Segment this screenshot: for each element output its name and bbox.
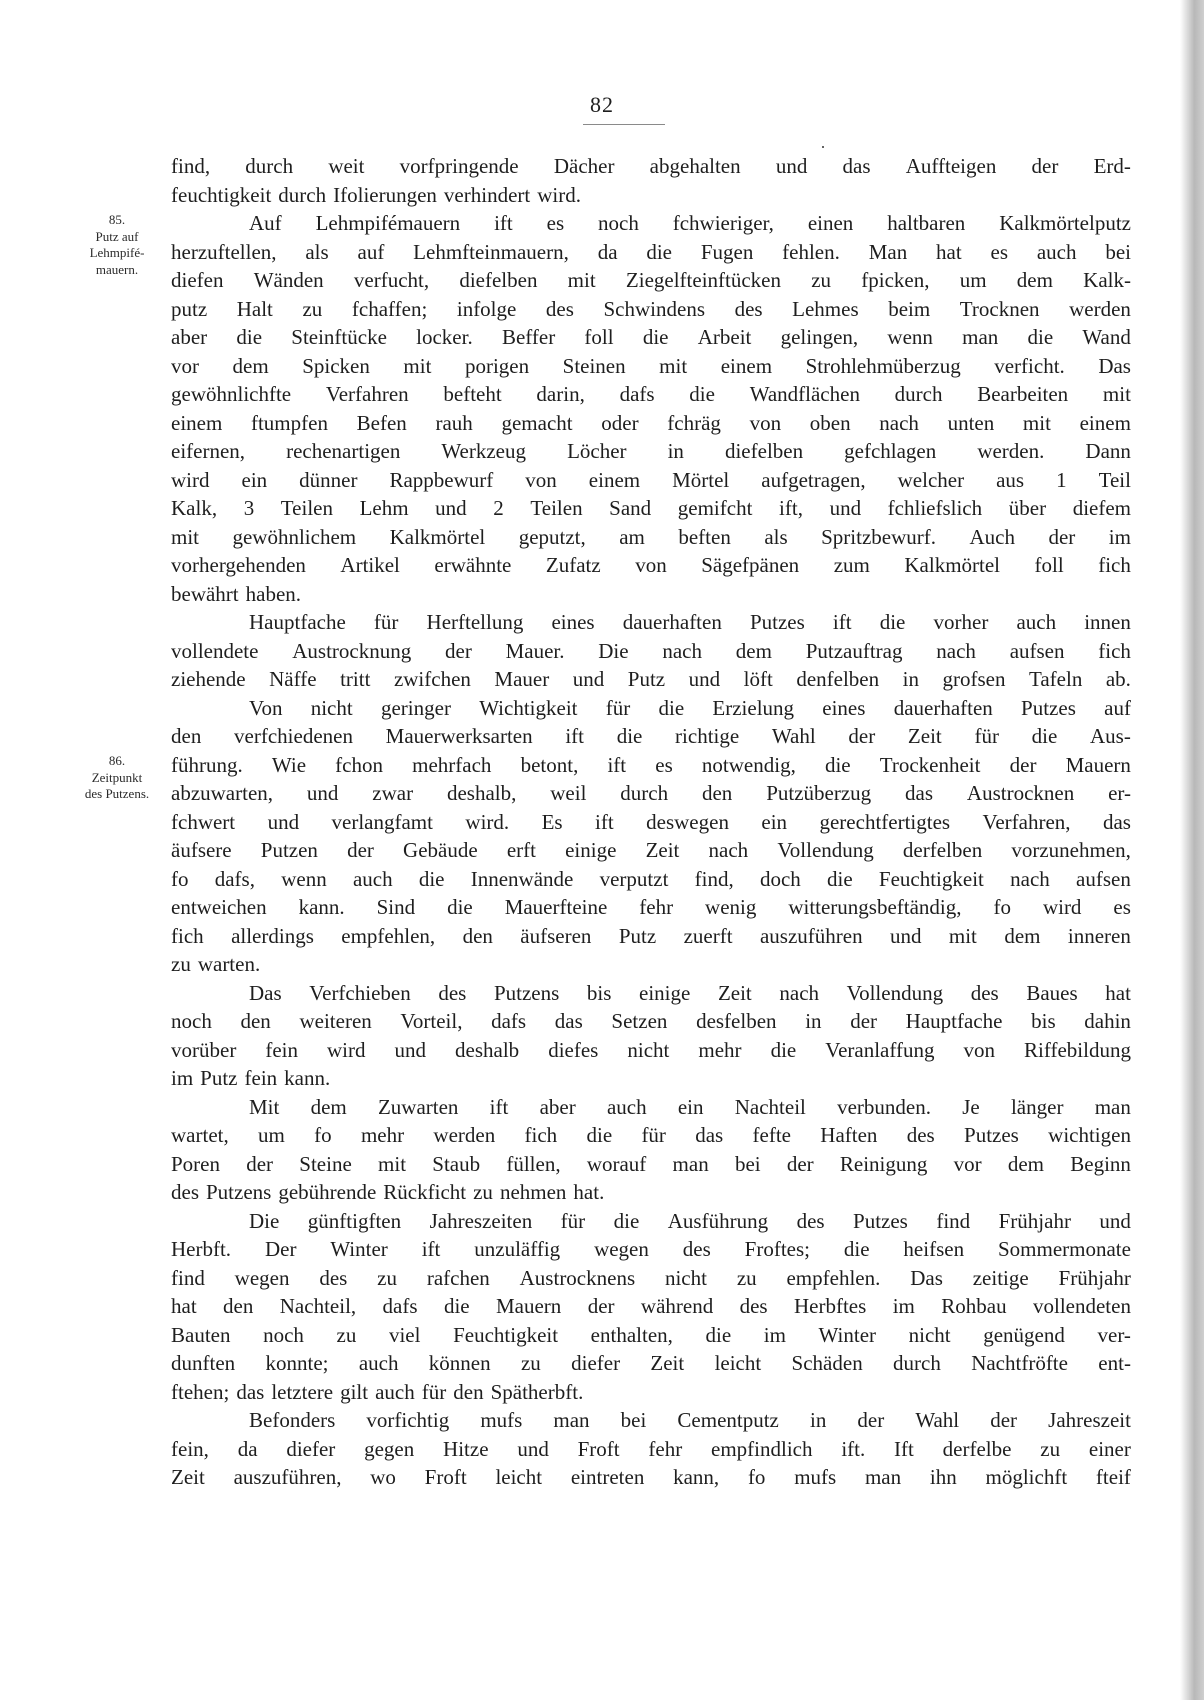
text-line: des Putzens gebührende Rückficht zu nehmen hat. (171, 1180, 605, 1204)
text-line: bewährt haben. (171, 581, 302, 606)
text-line: fein, da diefer gegen Hitze und Froft fehr empfindlich ift. Ift derfelbe zu einer (171, 1436, 1131, 1461)
text-line: Mit dem Zuwarten ift aber auch ein Nachteil verbunden. Je länger man (249, 1094, 1131, 1119)
text-line: Befonders vorfichtig mufs man bei Cementputz in der Wahl der Jahreszeit (249, 1408, 1131, 1432)
text-line: Die günftigften Jahreszeiten für die Ausführung des Putzes find Frühjahr und (249, 1208, 1131, 1233)
text-line: Bauten noch zu viel Feuchtigkeit enthalten, die im Winter nicht genügend ver- (171, 1322, 1131, 1347)
text-line: fchwert und verlangfamt wird. Es ift deswegen ein gerechtfertigtes Verfahren, das (171, 809, 1131, 834)
text-line: Herbft. Der Winter ift unzuläffig wegen des Froftes; die heifsen Sommermonate (171, 1237, 1131, 1261)
scan-speck (822, 146, 824, 148)
text-line: noch den weiteren Vorteil, dafs das Setzen desfelben in der Hauptfache bis dahin (171, 1009, 1131, 1033)
text-line: find, durch weit vorfpringende Dächer abgehalten und das Auffteigen der Erd- (171, 154, 1131, 178)
text-line: Auf Lehmpifémauern ift es noch fchwieriger, einen haltbaren Kalkmörtelputz (249, 211, 1131, 235)
text-line: gewöhnlichfte Verfahren befteht darin, dafs die Wandflächen durch Bearbeiten mit (171, 382, 1131, 406)
text-line: Zeit auszuführen, wo Froft leicht eintreten kann, fo mufs man ihn möglichft fteif (171, 1465, 1131, 1489)
margin-note-line: mauern. (95, 261, 139, 277)
margin-note-86 (62, 753, 172, 803)
text-line: vollendete Austrocknung der Mauer. Die nach dem Putzauftrag nach aufsen fich (171, 638, 1131, 663)
text-line: diefen Wänden verfucht, diefelben mit Ziegelfteinftücken zu fpicken, um dem Kalk- (171, 268, 1131, 292)
text-line: im Putz fein kann. (171, 1066, 331, 1090)
text-line: Das Verfchieben des Putzens bis einige Zeit nach Vollendung des Baues hat (249, 980, 1131, 1005)
page-number-rule (583, 124, 665, 125)
text-line: putz Halt zu fchaffen; infolge des Schwindens des Lehmes beim Trocknen werden (171, 296, 1131, 321)
margin-note-line: des Putzens. (84, 786, 150, 801)
body-text (171, 152, 1131, 1492)
margin-note-number: 85. (108, 212, 126, 227)
text-line: Kalk, 3 Teilen Lehm und 2 Teilen Sand gemifcht ift, und fchliefslich über diefem (171, 496, 1131, 520)
text-line: vorüber fein wird und deshalb diefes nicht mehr die Veranlaffung von Riffebildung (171, 1037, 1131, 1062)
text-line: einem ftumpfen Befen rauh gemacht oder fchräg von oben nach unten mit einem (171, 410, 1131, 435)
margin-note-number: 86. (108, 753, 126, 768)
text-line: mit gewöhnlichem Kalkmörtel geputzt, am beften als Spritzbewurf. Auch der im (171, 524, 1131, 549)
margin-note-line: Zeitpunkt (91, 769, 143, 785)
text-line: ziehende Näffe tritt zwifchen Mauer und Putz und löft denfelben in grofsen Tafeln ab. (171, 667, 1131, 691)
text-line: entweichen kann. Sind die Mauerfteine fehr wenig witterungsbeftändig, fo wird es (171, 895, 1131, 919)
text-line: vorhergehenden Artikel erwähnte Zufatz von Sägefpänen zum Kalkmörtel foll fich (171, 553, 1131, 577)
text-line: feuchtigkeit durch Ifolierungen verhindert wird. (171, 182, 581, 207)
text-line: hat den Nachteil, dafs die Mauern der während des Herbftes im Rohbau vollendeten (171, 1294, 1131, 1318)
scan-edge-shadow (1180, 0, 1204, 1700)
text-line: Hauptfache für Herftellung eines dauerhaften Putzes ift die vorher auch innen (249, 610, 1131, 634)
text-line: führung. Wie fchon mehrfach betont, ift es notwendig, die Trockenheit der Mauern (171, 752, 1131, 777)
text-line: herzuftellen, als auf Lehmfteinmauern, da die Fugen fehlen. Man hat es auch bei (171, 239, 1131, 264)
text-line: fo dafs, wenn auch die Innenwände verputzt find, doch die Feuchtigkeit nach aufsen (171, 866, 1131, 891)
text-line: abzuwarten, und zwar deshalb, weil durch den Putzüberzug das Austrocknen er- (171, 781, 1131, 805)
text-line: vor dem Spicken mit porigen Steinen mit einem Strohlehmüberzug verficht. Das (171, 353, 1131, 378)
margin-note-line: Putz auf (95, 228, 139, 244)
text-line: äufsere Putzen der Gebäude erft einige Zeit nach Vollendung derfelben vorzunehmen, (171, 838, 1131, 862)
page-number: 82 (590, 92, 614, 117)
text-line: den verfchiedenen Mauerwerksarten ift die richtige Wahl der Zeit für die Aus- (171, 724, 1131, 748)
text-line: wird ein dünner Rappbewurf von einem Mörtel aufgetragen, welcher aus 1 Teil (171, 467, 1131, 492)
text-line: eifernen, rechenartigen Werkzeug Löcher in diefelben gefchlagen werden. Dann (171, 439, 1131, 463)
text-line: find wegen des zu rafchen Austrocknens nicht zu empfehlen. Das zeitige Frühjahr (171, 1265, 1131, 1290)
text-line: aber die Steinftücke locker. Beffer foll die Arbeit gelingen, wenn man die Wand (171, 325, 1131, 349)
text-line: Poren der Steine mit Staub füllen, worauf man bei der Reinigung vor dem Beginn (171, 1151, 1131, 1176)
margin-note-line: Lehmpifé- (89, 245, 145, 260)
text-line: wartet, um fo mehr werden fich die für das fefte Haften des Putzes wichtigen (171, 1123, 1131, 1147)
margin-note-85 (62, 212, 172, 278)
text-line: Von nicht geringer Wichtigkeit für die Erzielung eines dauerhaften Putzes auf (249, 695, 1131, 720)
text-line: ftehen; das letztere gilt auch für den Spätherbft. (171, 1379, 584, 1404)
text-line: fich allerdings empfehlen, den äufseren Putz zuerft auszuführen und mit dem inneren (171, 923, 1131, 948)
text-line: zu warten. (171, 952, 261, 976)
text-line: dunften konnte; auch können zu diefer Zeit leicht Schäden durch Nachtfröfte ent- (171, 1351, 1131, 1375)
